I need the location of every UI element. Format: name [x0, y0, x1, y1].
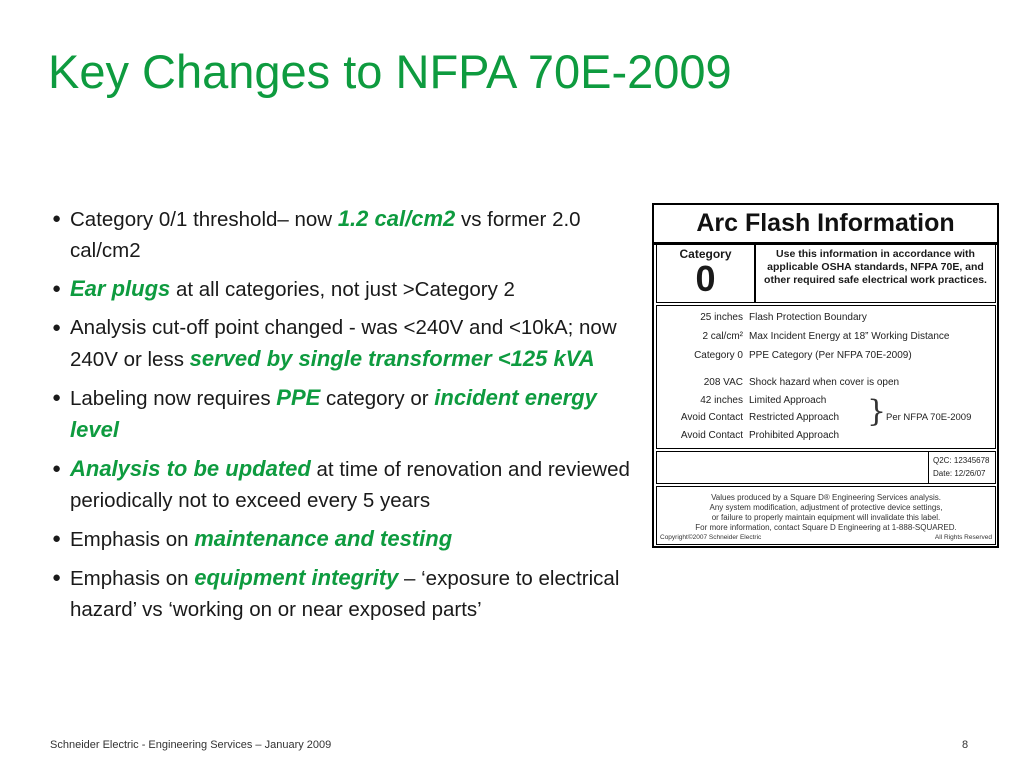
label-heading: Arc Flash Information — [654, 205, 997, 245]
bullet-item — [50, 273, 650, 305]
bullet-emphasis: Ear plugs — [70, 276, 171, 301]
disclaimer-line: Any system modification, adjustment of protective device settings, — [709, 503, 943, 512]
info-row — [657, 377, 899, 388]
bullet-dot-icon: ● — [52, 460, 62, 477]
bullet-text: Labeling now requires — [70, 387, 277, 410]
info-row — [657, 395, 826, 406]
label-date: Date: 12/26/07 — [933, 469, 986, 478]
bullet-text: at all categories, not just >Category 2 — [170, 278, 515, 301]
bullet-emphasis: equipment integrity — [194, 565, 399, 590]
bullet-dot-icon: ● — [52, 530, 62, 547]
bullet-text: – ‘exposure to electrical hazard’ vs ‘working on or near exposed parts’ — [70, 567, 620, 621]
bullet-text: Emphasis on — [70, 528, 195, 551]
bullet-text: Analysis cut-off point changed - was <240V and <10kA; now 240V or less — [70, 316, 617, 371]
bullet-list — [50, 203, 650, 632]
info-value: Max Incident Energy at 18” Working Distance — [749, 331, 950, 342]
disclaimer-box — [656, 486, 996, 545]
info-key: Category 0 — [694, 350, 743, 361]
notice-text: Use this information in accordance with applicable OSHA standards, NFPA 70E, and other required safe electrical work practices. — [755, 243, 996, 303]
bullet-item — [50, 562, 650, 625]
bullet-item — [50, 453, 650, 516]
bullet-dot-icon: ● — [52, 319, 62, 336]
bullet-emphasis: 1.2 cal/cm2 — [337, 206, 456, 231]
bullet-item — [50, 523, 650, 555]
info-key: Avoid Contact — [680, 412, 743, 423]
bullet-item — [50, 203, 650, 266]
id-divider — [928, 452, 929, 483]
bullet-emphasis: PPE — [276, 385, 321, 410]
info-value: Restricted Approach — [749, 412, 840, 423]
category-value: 0 — [695, 258, 716, 299]
info-value: Prohibited Approach — [749, 430, 840, 441]
info-value: Flash Protection Boundary — [749, 312, 867, 323]
bullet-dot-icon: ● — [52, 280, 62, 297]
bullet-text: Category 0/1 threshold– now — [70, 208, 338, 231]
bullet-emphasis: incident energy level — [70, 385, 597, 442]
slide-footer: Schneider Electric - Engineering Services – January 2009 — [50, 739, 332, 751]
brace-icon: } — [867, 394, 887, 429]
bullet-emphasis: Analysis to be updated — [70, 456, 311, 481]
bullet-dot-icon: ● — [52, 569, 62, 586]
arc-flash-label — [652, 203, 999, 548]
info-row — [657, 331, 949, 342]
info-key: 2 cal/cm² — [702, 331, 743, 342]
per-note: Per NFPA 70E-2009 — [886, 412, 972, 423]
bullet-dot-icon: ● — [52, 389, 62, 406]
info-value: PPE Category (Per NFPA 70E-2009) — [749, 350, 912, 361]
category-box — [656, 243, 755, 303]
info-key: 208 VAC — [703, 377, 743, 388]
page-number: 8 — [962, 739, 969, 751]
rights-text: All Rights Reserved — [934, 534, 992, 541]
info-row — [657, 312, 867, 323]
disclaimer-line: or failure to properly maintain equipment will invalidate this label. — [711, 513, 941, 522]
q2c-number: Q2C: 12345678 — [933, 456, 990, 465]
bullet-emphasis: served by single transformer <125 kVA — [189, 346, 595, 371]
bullet-text: at time of renovation and reviewed periodically not to exceed every 5 years — [70, 458, 630, 512]
bullet-item — [50, 312, 650, 375]
bullet-text: category or — [320, 387, 435, 410]
bullet-text: vs former 2.0 cal/cm2 — [70, 208, 581, 262]
info-box — [656, 305, 996, 449]
info-key: 42 inches — [700, 395, 743, 406]
bullet-text: Emphasis on — [70, 567, 195, 590]
category-label: Category — [679, 247, 732, 261]
info-row — [635, 430, 839, 441]
disclaimer-line: For more information, contact Square D Engineering at 1-888-SQUARED. — [695, 523, 957, 532]
bullet-emphasis: maintenance and testing — [194, 526, 453, 551]
copyright-text: Copyright©2007 Schneider Electric — [660, 534, 762, 541]
slide-title: Key Changes to NFPA 70E-2009 — [48, 45, 732, 98]
id-box — [656, 451, 996, 484]
info-value: Shock hazard when cover is open — [749, 377, 900, 388]
bullet-dot-icon: ● — [52, 210, 62, 227]
info-row — [657, 350, 912, 361]
info-key: Avoid Contact — [680, 430, 743, 441]
info-row — [635, 412, 839, 423]
bullet-item — [50, 382, 650, 446]
info-key: 25 inches — [700, 312, 743, 323]
info-value: Limited Approach — [749, 395, 827, 406]
disclaimer-line: Values produced by a Square D® Engineering Services analysis. — [711, 493, 941, 502]
